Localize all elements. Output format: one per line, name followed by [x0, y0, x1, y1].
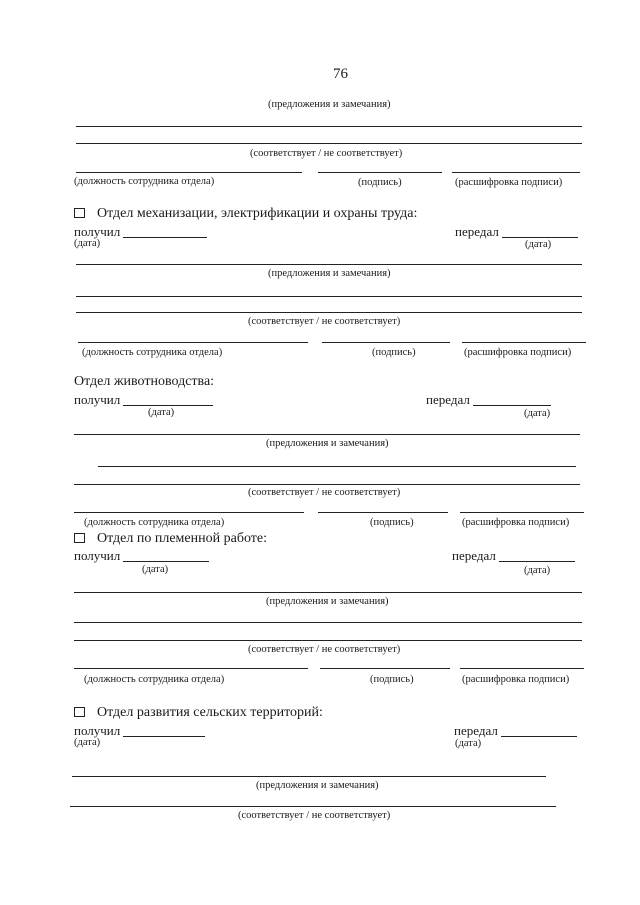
section-title-mechanization: Отдел механизации, электрификации и охраны труда: [74, 206, 417, 222]
caption-conformity: (соответствует / не соответствует) [248, 487, 401, 498]
caption-conformity: (соответствует / не соответствует) [248, 316, 401, 327]
blank-line[interactable] [74, 622, 582, 623]
signature-line[interactable] [322, 342, 450, 343]
blank-line[interactable] [74, 434, 580, 435]
caption-suggestions: (предложения и замечания) [256, 780, 379, 791]
decoding-line[interactable] [462, 342, 586, 343]
decoding-line[interactable] [460, 668, 584, 669]
page-number: 76 [333, 66, 348, 82]
blank-line[interactable] [74, 592, 582, 593]
signature-line[interactable] [318, 512, 448, 513]
caption-signature: (подпись) [370, 674, 414, 685]
caption-date: (дата) [455, 738, 482, 749]
caption-signature: (подпись) [372, 347, 416, 358]
blank-line[interactable] [76, 312, 582, 313]
caption-conformity: (соответствует / не соответствует) [248, 644, 401, 655]
caption-date: (дата) [524, 408, 551, 419]
caption-conformity: (соответствует / не соответствует) [250, 148, 403, 159]
caption-date: (дата) [148, 407, 175, 418]
decoding-line[interactable] [452, 172, 580, 173]
caption-suggestions: (предложения и замечания) [266, 438, 389, 449]
section-title-rural-development: Отдел развития сельских территорий: [74, 705, 323, 721]
position-line[interactable] [74, 668, 308, 669]
blank-line[interactable] [98, 466, 576, 467]
position-line[interactable] [74, 512, 304, 513]
blank-line[interactable] [76, 143, 582, 144]
caption-date: (дата) [74, 737, 101, 748]
blank-line[interactable] [70, 806, 556, 807]
received-field[interactable]: получил [74, 548, 209, 564]
caption-decoding: (расшифровка подписи) [455, 177, 563, 188]
blank-line[interactable] [76, 264, 582, 265]
caption-decoding: (расшифровка подписи) [464, 347, 572, 358]
caption-date: (дата) [524, 565, 551, 576]
received-field[interactable]: получил [74, 224, 207, 240]
received-field[interactable]: получил [74, 723, 205, 739]
caption-position: (должность сотрудника отдела) [84, 517, 225, 528]
caption-date: (дата) [525, 239, 552, 250]
checkbox[interactable] [74, 208, 85, 218]
checkbox[interactable] [74, 707, 85, 717]
caption-signature: (подпись) [370, 517, 414, 528]
blank-line[interactable] [76, 296, 582, 297]
caption-date: (дата) [74, 238, 101, 249]
caption-position: (должность сотрудника отдела) [84, 674, 225, 685]
caption-suggestions: (предложения и замечания) [268, 99, 391, 110]
received-field[interactable]: получил [74, 392, 213, 408]
passed-field[interactable]: передал [455, 224, 578, 240]
blank-line[interactable] [76, 126, 582, 127]
caption-signature: (подпись) [358, 177, 402, 188]
caption-position: (должность сотрудника отдела) [74, 176, 215, 187]
signature-line[interactable] [318, 172, 442, 173]
passed-field[interactable]: передал [454, 723, 577, 739]
section-title-breeding: Отдел по племенной работе: [74, 531, 267, 547]
signature-line[interactable] [320, 668, 450, 669]
passed-field[interactable]: передал [452, 548, 575, 564]
blank-line[interactable] [74, 640, 582, 641]
blank-line[interactable] [74, 484, 580, 485]
position-line[interactable] [78, 342, 308, 343]
section-title-livestock: Отдел животноводства: [74, 374, 215, 389]
position-line[interactable] [76, 172, 302, 173]
caption-date: (дата) [142, 564, 169, 575]
caption-decoding: (расшифровка подписи) [462, 517, 570, 528]
caption-decoding: (расшифровка подписи) [462, 674, 570, 685]
checkbox[interactable] [74, 533, 85, 543]
caption-suggestions: (предложения и замечания) [268, 268, 391, 279]
blank-line[interactable] [72, 776, 546, 777]
caption-suggestions: (предложения и замечания) [266, 596, 389, 607]
decoding-line[interactable] [460, 512, 584, 513]
caption-conformity: (соответствует / не соответствует) [238, 810, 391, 821]
passed-field[interactable]: передал [426, 392, 551, 408]
caption-position: (должность сотрудника отдела) [82, 347, 223, 358]
